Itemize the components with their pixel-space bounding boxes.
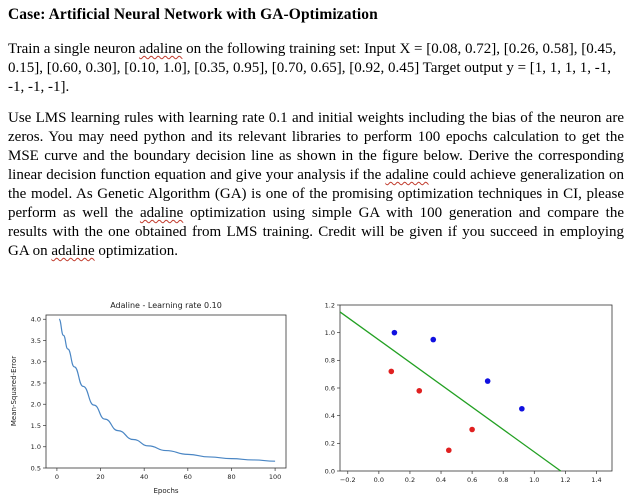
data-point — [392, 330, 398, 336]
mse-y-tick-label: 4.0 — [30, 315, 41, 324]
boundary-x-tick-label: 0.0 — [373, 476, 385, 484]
mse-x-tick-label: 0 — [54, 473, 59, 481]
mse-chart — [4, 297, 300, 497]
mse-x-tick-label: 60 — [183, 473, 192, 481]
data-point — [469, 427, 475, 433]
boundary-y-tick-label: 0.6 — [324, 384, 335, 393]
para2-text-b: could achieve generalization on the model. As Genetic Algorithm (GA) is one of the promising optimization techniques in CI, please perform as well the — [8, 167, 625, 221]
boundary-x-tick-label: 1.2 — [560, 476, 571, 484]
mse-y-tick-label: 3.5 — [30, 336, 41, 345]
mse-x-tick-label: 20 — [96, 473, 105, 481]
boundary-y-tick-label: 0.8 — [324, 356, 335, 365]
boundary-points — [388, 330, 524, 453]
boundary-x-tick-label: 1.4 — [591, 476, 602, 484]
mse-y-label: Mean-Squared-Error — [10, 355, 18, 427]
boundary-x-tick-label: 0.8 — [498, 476, 509, 484]
data-point — [446, 447, 452, 453]
adaline-term: adaline — [51, 243, 95, 259]
decision-boundary-chart — [318, 297, 638, 497]
mse-x-tick-label: 100 — [268, 473, 282, 481]
data-point — [485, 378, 491, 384]
para1-text-a: Train a single neuron — [8, 41, 140, 57]
mse-curve — [59, 319, 275, 461]
mse-y-tick-label: 2.0 — [30, 400, 41, 409]
mse-chart-title: Adaline - Learning rate 0.10 — [110, 301, 222, 310]
boundary-y-tick-label: 0.2 — [324, 439, 335, 448]
mse-y-tick-label: 1.0 — [30, 443, 41, 452]
mse-x-label: Epochs — [153, 487, 179, 495]
data-point — [519, 406, 525, 412]
boundary-x-ticks — [340, 471, 602, 484]
boundary-x-tick-label: 0.2 — [404, 476, 416, 484]
boundary-y-ticks — [325, 301, 340, 475]
mse-y-ticks — [31, 316, 46, 473]
boundary-y-tick-label: 1.0 — [324, 328, 335, 337]
boundary-y-tick-label: 0.4 — [324, 411, 335, 420]
mse-y-tick-label: 0.5 — [30, 464, 41, 473]
boundary-y-tick-label: 1.2 — [324, 301, 335, 310]
para2-text-a: Use LMS learning rules with learning rate 0.1 and initial weights including the bias of the neuron are zeros. You may need python and its relevant libraries to perform 100 epochs calculation to get the MSE curve and the boundary decision line as shown in the figure below. Derive the corresponding linear decision function equation and give your analysis if the — [8, 110, 624, 183]
mse-y-tick-label: 2.5 — [30, 379, 41, 388]
mse-x-tick-label: 80 — [227, 473, 236, 481]
data-point — [388, 369, 394, 375]
para1-text-b: on the following training set: Input X = [0.08, 0.72], [0.26, 0.58], [0.45, 0.15], [0.60, 0.30], [0.10, 1.0], [0.35, 0.95], [0.70, 0.65], [0.92, 0.45] Target output y = [1, 1, 1, 1, -1, -1, -1, -1]. — [8, 41, 617, 95]
decision-boundary-line — [340, 312, 561, 471]
data-point — [430, 337, 436, 343]
instructions-paragraph — [8, 109, 624, 261]
boundary-x-tick-label: −0.2 — [339, 476, 356, 484]
mse-x-tick-label: 40 — [140, 473, 149, 481]
boundary-x-tick-label: 0.6 — [466, 476, 478, 484]
mse-plot-frame — [46, 315, 286, 468]
mse-y-tick-label: 1.5 — [30, 421, 41, 430]
training-set-paragraph — [8, 40, 624, 97]
boundary-x-tick-label: 1.0 — [529, 476, 540, 484]
mse-y-tick-label: 3.0 — [30, 358, 41, 367]
boundary-x-tick-label: 0.4 — [435, 476, 447, 484]
boundary-y-tick-label: 0.0 — [324, 467, 335, 476]
case-title: Case: Artificial Neural Network with GA-Optimization — [8, 6, 378, 23]
data-point — [416, 388, 422, 394]
boundary-plot-frame — [340, 305, 612, 471]
adaline-term: adaline — [385, 167, 429, 183]
para2-text-d: optimization. — [94, 243, 178, 259]
adaline-term: adaline — [139, 205, 184, 221]
mse-x-ticks — [55, 468, 281, 481]
para2-text-c: optimization using simple GA with 100 generation and compare the results with the one obtained from LMS training. Credit will be given if you succeed in employing GA on — [8, 205, 624, 259]
adaline-term: adaline — [139, 41, 183, 57]
